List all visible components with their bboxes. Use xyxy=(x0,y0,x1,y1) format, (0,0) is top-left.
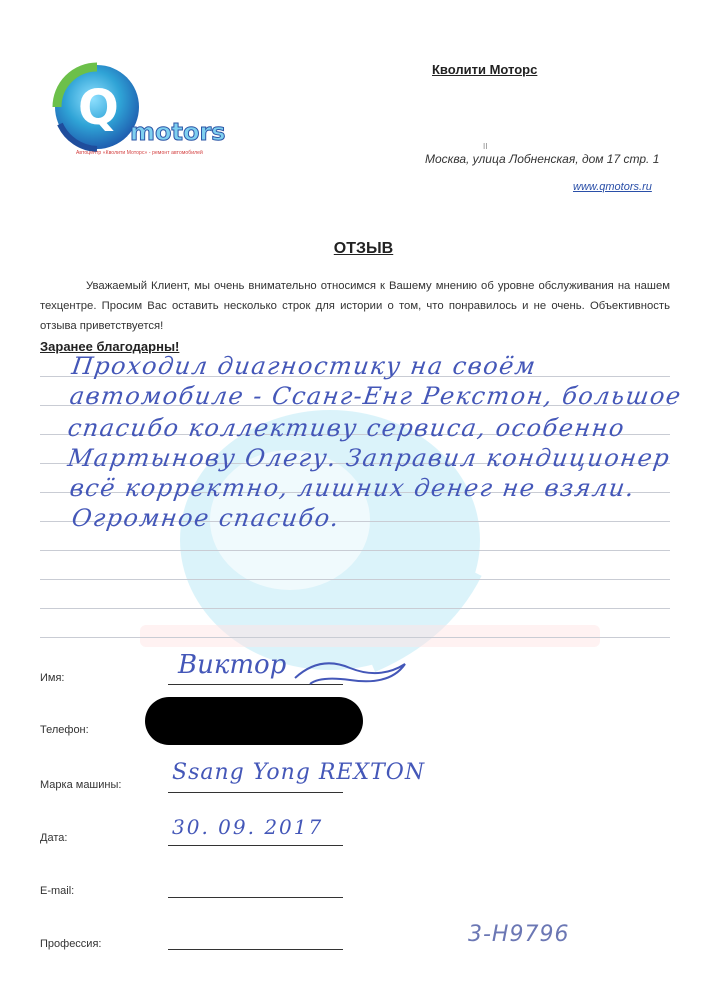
review-line: Огромное спасибо. xyxy=(70,504,342,532)
review-line: Проходил диагностику на своём xyxy=(70,352,539,380)
car-field[interactable] xyxy=(168,792,343,793)
intro-paragraph: Уважаемый Клиент, мы очень внимательно относимся к Вашему мнению об уровне обслуживания на нашем техцентре. Просим Вас оставить несколько строк для истории о том, что понравилось и не очень. Объективность отзыва приветствуется! xyxy=(40,280,670,332)
review-line: спасибо коллективу сервиса, особенно xyxy=(66,414,628,442)
website-link[interactable]: www.qmotors.ru xyxy=(573,181,652,193)
svg-text:motors: motors xyxy=(130,118,226,146)
review-rule xyxy=(40,637,670,638)
logo-tagline: Автоцентр «Кволити Моторс» - ремонт автомобилей xyxy=(76,150,203,156)
company-address: Москва, улица Лобненская, дом 17 стр. 1 xyxy=(425,152,660,166)
small-mark: II xyxy=(483,142,488,151)
phone-redaction xyxy=(145,697,363,745)
document-number: 3-H9796 xyxy=(468,922,570,947)
review-rule xyxy=(40,608,670,609)
phone-label: Телефон: xyxy=(40,724,89,736)
review-line: автомобиле - Ссанг-Енг Рекстон, большое xyxy=(68,382,684,410)
car-label: Марка машины: xyxy=(40,779,122,791)
name-label: Имя: xyxy=(40,672,65,684)
review-line: всё корректно, лишних денег не взяли. xyxy=(68,474,638,502)
page-title: ОТЗЫВ xyxy=(333,240,394,257)
email-label: E-mail: xyxy=(40,885,75,897)
date-value: 30. 09. 2017 xyxy=(172,815,324,839)
svg-text:Q: Q xyxy=(78,80,119,136)
profession-field[interactable] xyxy=(168,949,343,950)
company-name: Кволити Моторс xyxy=(432,62,538,77)
email-field[interactable] xyxy=(168,897,343,898)
qmotors-logo xyxy=(52,62,242,162)
date-field[interactable] xyxy=(168,845,343,846)
review-rule xyxy=(40,579,670,580)
review-line: Мартынову Олегу. Заправил кондиционер xyxy=(66,444,673,472)
name-value: Виктор xyxy=(178,650,287,680)
review-rule xyxy=(40,550,670,551)
signature-flourish xyxy=(290,650,410,690)
profession-label: Профессия: xyxy=(40,938,102,950)
thanks-heading: Заранее благодарны! xyxy=(40,339,180,354)
date-label: Дата: xyxy=(40,832,68,844)
car-value: Ssang Yong REXTON xyxy=(172,760,426,785)
